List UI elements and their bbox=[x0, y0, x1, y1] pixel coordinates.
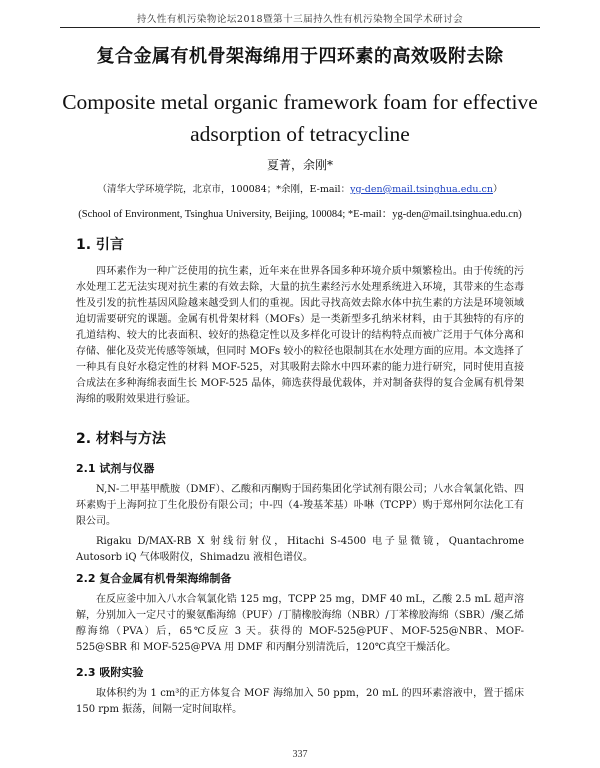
header-rule bbox=[60, 27, 540, 28]
title-en-line1: Composite metal organic framework foam for effective bbox=[62, 90, 538, 114]
affiliation-en: (School of Environment, Tsinghua University, Beijing, 100084; *E-mail：yg-den@mail.tsinghua.edu.cn) bbox=[78, 209, 522, 220]
prep-paragraph: 在反应釜中加入八水合氧氯化锆 125 mg，TCPP 25 mg，DMF 40 mL，乙酸 2.5 mL 超声溶解，分别加入一定尺寸的聚氨酯海绵（PUF）/丁腈橡胶海绵（NBR）/丁苯橡胶海绵（SBR）/聚乙烯醇海绵（PVA）后，65℃反应 3 天。获得的 MOF-525@PUF、MOF-525@NBR、MOF-525@SBR 和 MOF-525@PVA 用 DMF 和丙酮分别清洗后，120℃真空干燥活化。 bbox=[76, 594, 524, 653]
affiliation-cn-prefix: （清华大学环境学院，北京市，100084；*余刚，E-mail： bbox=[97, 184, 351, 195]
adsorption-paragraph: 取体积约为 1 cm³的正方体复合 MOF 海绵加入 50 ppm，20 mL 的四环素溶液中，置于摇床 150 rpm 振荡，间隔一定时间取样。 bbox=[76, 688, 524, 715]
title-en bbox=[50, 86, 550, 150]
affiliation-cn bbox=[60, 181, 540, 195]
section-heading-intro: 1. 引言 bbox=[76, 237, 124, 253]
page-number: 337 bbox=[292, 749, 308, 760]
authors: 夏菁，余刚* bbox=[266, 158, 333, 172]
running-header: 持久性有机污染物论坛2018暨第十三届持久性有机污染物全国学术研讨会 bbox=[136, 14, 464, 25]
subsection-heading-adsorption: 2.3 吸附实验 bbox=[76, 666, 144, 679]
subsection-heading-prep: 2.2 复合金属有机骨架海绵制备 bbox=[76, 572, 232, 585]
intro-paragraph: 四环素作为一种广泛使用的抗生素，近年来在世界各国多种环境介质中频繁检出。由于传统的污水处理工艺无法实现对抗生素的有效去除，大量的抗生素经污水处理系统进入环境，其带来的生态毒性及引发的抗性基因风险越来越受到人们的重视。因此寻找高效去除水体中抗生素的方法是环境领域迫切需要研究的课题。金属有机骨架材料（MOFs）是一类新型多孔纳米材料，由于其独特的有序的孔道结构、较大的比表面积、较好的热稳定性以及多样化可设计的结构特点而被广泛用于气体分离和存储、催化及荧光传感等领域，但同时 MOFs 较小的粒径也限制其在水处理方面的应用。本文选择了一种具有良好水稳定性的材料 MOF-525，对其吸附去除水中四环素的能力进行研究，同时使用直接合成法在多种海绵表面生长 MOF-525 晶体，筛选获得最优载体，并对制备获得的复合金属有机骨架海绵的吸附效果进行验证。 bbox=[76, 266, 524, 405]
email-link[interactable]: yg-den@mail.tsinghua.edu.cn bbox=[350, 184, 493, 195]
title-en-line2: adsorption of tetracycline bbox=[190, 122, 410, 146]
subsection-heading-reagents: 2.1 试剂与仪器 bbox=[76, 462, 155, 475]
affiliation-cn-suffix: ） bbox=[492, 184, 503, 195]
title-cn: 复合金属有机骨架海绵用于四环素的高效吸附去除 bbox=[96, 46, 504, 67]
reagents-paragraph-1: N,N-二甲基甲酰胺（DMF）、乙酸和丙酮购于国药集团化学试剂有限公司；八水合氧氯化锆、四环素购于上海阿拉丁生化股份有限公司；中-四（4-羧基苯基）卟啉（TCPP）购于郑州阿尔法化工有限公司。 bbox=[76, 484, 524, 527]
reagents-paragraph-2: Rigaku D/MAX-RB X 射线衍射仪，Hitachi S-4500 电子显微镜，Quantachrome Autosorb iQ 气体吸附仪，Shimadzu 液相色谱仪。 bbox=[76, 536, 524, 563]
section-heading-methods: 2. 材料与方法 bbox=[76, 431, 166, 447]
